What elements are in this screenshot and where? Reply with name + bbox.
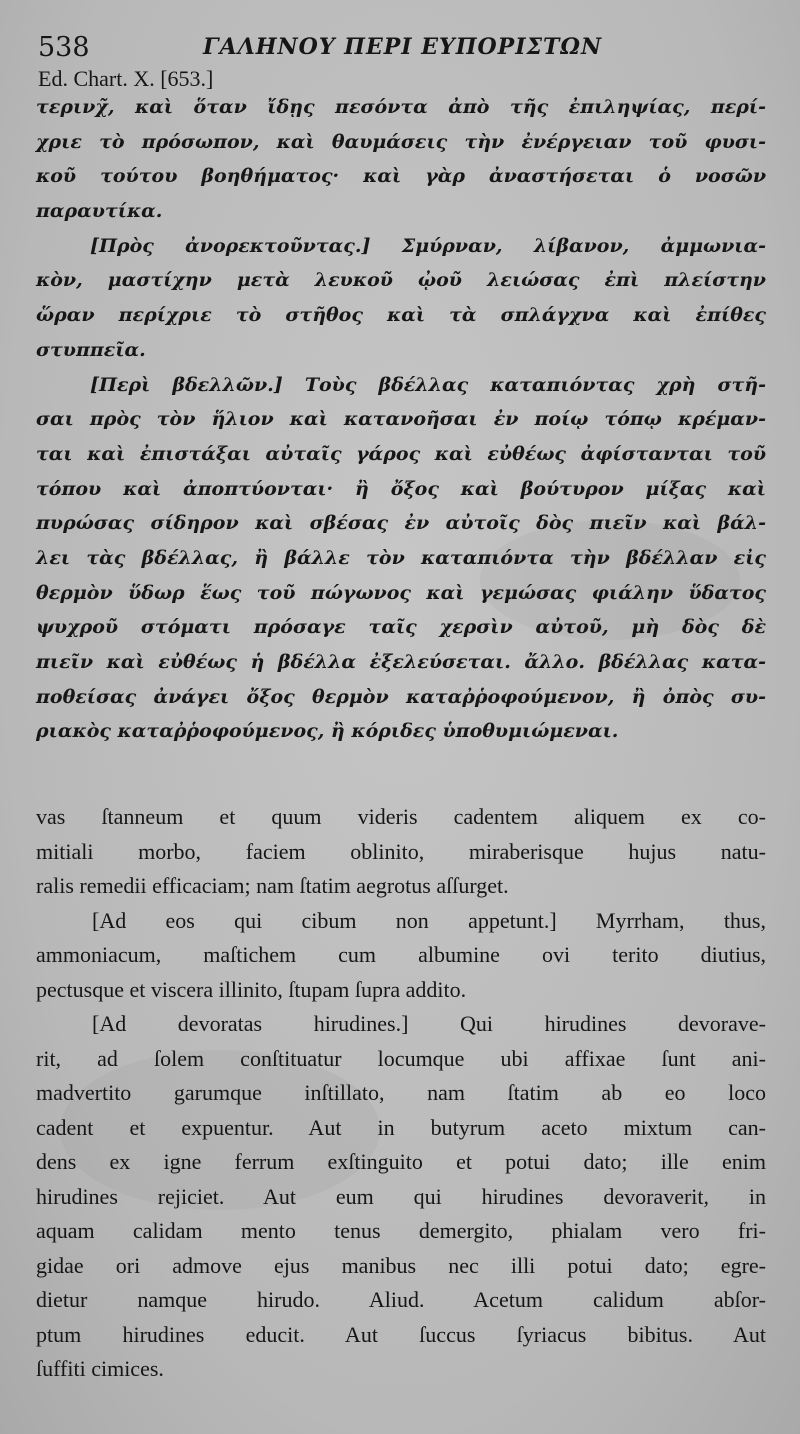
greek-line: πιεῖν καὶ εὐθέως ἡ βδέλλα ἐξελεύσεται. ἄλλο. βδέλλας κατα- bbox=[36, 651, 766, 673]
greek-line: πυρώσας σίδηρον καὶ σβέσας ἐν αὐτοῖς δὸς πιεῖν καὶ βάλ- bbox=[36, 512, 766, 535]
greek-line: [Πρὸς ἀνορεκτοῦντας.] Σμύρναν, λίβανον, ἀμμωνια- bbox=[90, 234, 766, 257]
latin-line: hirudines rejiciet. Aut eum qui hirudines devoraverit, in bbox=[36, 1183, 766, 1209]
greek-line: ψυχροῦ στόματι πρόσαγε ταῖς χερσὶν αὐτοῦ, μὴ δὸς δὲ bbox=[36, 616, 766, 639]
greek-line: λει τὰς βδέλλας, ἢ βάλλε τὸν καταπιόντα τὴν βδέλλαν εἰς bbox=[36, 546, 766, 569]
latin-line: pectusque et viscera illinito, ſtupam ſupra addito. bbox=[36, 976, 467, 1002]
latin-line: ſuffiti cimices. bbox=[36, 1356, 164, 1381]
greek-line: παραυτίκα. bbox=[36, 200, 163, 223]
latin-line: dietur namque hirudo. Aliud. Acetum calidum abſor- bbox=[36, 1287, 766, 1312]
greek-line: ριακὸς καταῤῥοφούμενος, ἢ κόριδες ὑποθυμιώμεναι. bbox=[36, 720, 619, 743]
greek-line: ποθείσας ἀνάγει ὄξος θερμὸν καταῤῥοφούμενον, ἢ ὀπὸς συ- bbox=[36, 685, 766, 708]
latin-line: vas ſtanneum et quum videris cadentem aliquem ex co- bbox=[36, 804, 766, 829]
greek-line: τόπου καὶ ἀποπτύονται· ἢ ὄξος καὶ βούτυρον μίξας καὶ bbox=[36, 477, 766, 500]
greek-line: κοῦ τούτου βοηθήματος· καὶ γὰρ ἀναστήσεται ὁ νοσῶν bbox=[36, 165, 766, 188]
greek-line: ὥραν περίχριε τὸ στῆθος καὶ τὰ σπλάγχνα καὶ ἐπίθες bbox=[36, 304, 766, 327]
edition-reference: Ed. Chart. X. [653.] bbox=[38, 66, 214, 91]
greek-line: ται καὶ ἐπιστάξαι αὐταῖς γάρος καὶ εὐθέως ἀφίστανται τοῦ bbox=[36, 442, 766, 465]
latin-line: mitiali morbo, faciem oblinito, miraberisque hujus natu- bbox=[36, 838, 766, 864]
latin-line: ralis remedii efficaciam; nam ſtatim aegrotus aſſurget. bbox=[36, 873, 509, 898]
greek-line: χριε τὸ πρόσωπον, καὶ θαυμάσεις τὴν ἐνέργειαν τοῦ φυσι- bbox=[36, 130, 766, 153]
greek-line: σαι πρὸς τὸν ἥλιον καὶ κατανοῆσαι ἐν ποίῳ τόπῳ κρέμαν- bbox=[36, 408, 766, 431]
running-title: ΓΑΛΗΝΟΥ ΠΕΡΙ ΕΥΠΟΡΙΣΤΩΝ bbox=[203, 34, 603, 60]
latin-line: ammoniacum, maſtichem cum albumine ovi terito diutius, bbox=[36, 942, 766, 967]
greek-line: στυππεῖα. bbox=[36, 338, 146, 361]
greek-text-block bbox=[36, 90, 766, 749]
latin-line: cadent et expuentur. Aut in butyrum aceto mixtum can- bbox=[36, 1114, 766, 1140]
greek-line: τερινχ̃, καὶ ὅταν ἴδῃς πεσόντα ἀπὸ τῆς ἐπιληψίας, περί- bbox=[36, 96, 766, 118]
latin-line: [Ad devoratas hirudines.] Qui hirudines devorave- bbox=[92, 1011, 766, 1036]
latin-line: ptum hirudines educit. Aut ſuccus ſyriacus bibitus. Aut bbox=[36, 1321, 766, 1347]
latin-line: rit, ad ſolem conſtituatur locumque ubi affixae ſunt ani- bbox=[36, 1045, 766, 1071]
page-header bbox=[38, 28, 778, 68]
latin-text-block bbox=[36, 800, 766, 1387]
latin-line: [Ad eos qui cibum non appetunt.] Myrrham, thus, bbox=[92, 907, 766, 933]
page-number: 538 bbox=[38, 32, 90, 63]
latin-line: madvertito garumque inſtillato, nam ſtatim ab eo loco bbox=[36, 1080, 766, 1105]
latin-line: aquam calidam mento tenus demergito, phialam vero fri- bbox=[36, 1218, 766, 1243]
latin-line: dens ex igne ferrum exſtinguito et potui dato; ille enim bbox=[36, 1149, 766, 1174]
latin-line: gidae ori admove ejus manibus nec illi potui dato; egre- bbox=[36, 1252, 766, 1278]
greek-line: κὸν, μαστίχην μετὰ λευκοῦ ᾠοῦ λειώσας ἐπὶ πλείστην bbox=[36, 269, 766, 292]
greek-line: [Περὶ βδελλῶν.] Τοὺς βδέλλας καταπιόντας χρὴ στῆ- bbox=[90, 373, 766, 396]
greek-line: θερμὸν ὕδωρ ἕως τοῦ πώγωνος καὶ γεμώσας φιάλην ὕδατος bbox=[36, 581, 766, 604]
